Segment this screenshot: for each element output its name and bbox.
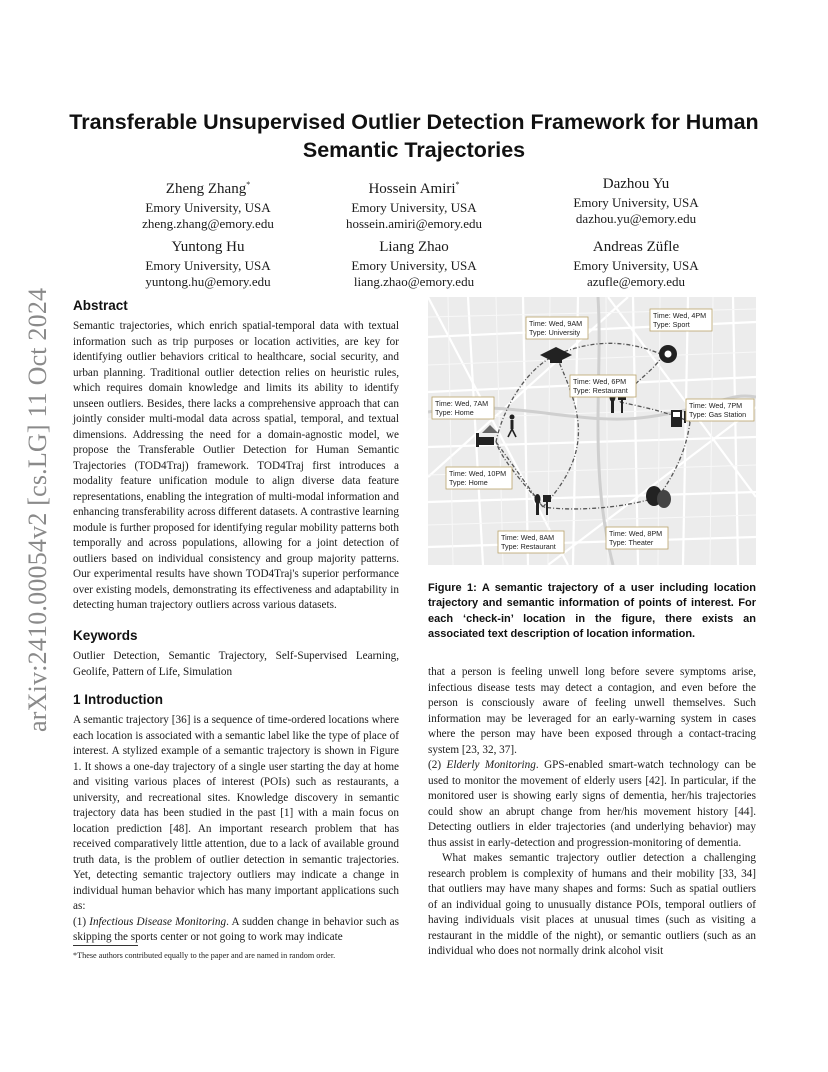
- intro-list-item: (2) Elderly Monitoring. GPS-enabled smart-watch technology can be used to monitor the movement of elderly users [42]. In particular, if the monitored user is showing early signs of dementia, her/his trajectories could show an abrupt change from her/his movement history [44]. Detecting outliers in elder trajectories (and underlying behavior) may thus assist in early-detection and progression-monitoring of dementia.: [428, 759, 756, 849]
- svg-text:Type: Sport: Type: Sport: [653, 320, 690, 329]
- svg-text:Time: Wed, 10PM: Time: Wed, 10PM: [449, 469, 507, 478]
- author-affiliation: Emory University, USA: [351, 258, 477, 273]
- author-affiliation: Emory University, USA: [351, 200, 477, 215]
- author-block: [299, 175, 529, 232]
- author-affiliation: Emory University, USA: [145, 200, 271, 215]
- author-name: Andreas Züfle: [592, 239, 680, 255]
- abstract-text: Semantic trajectories, which enrich spatial-temporal data with textual information such as trip purposes or location activities, are key for identifying outlier behaviors critical to healthcare, social security, and urban planning. Traditional outlier detection relies on heuristic rules, which requires domain knowledge and limits its ability to identify unseen outliers. Besides, there lacks a comprehensive approach that can jointly consider multi-modal data across spatial, temporal, and textual dimensions. Addressing the need for a domain-agnostic model, we propose the Transferable Outlier Detection for Human Semantic Trajectories (TOD4Traj) framework. TOD4Traj first introduces a modality feature unification module to align diverse data feature representations, enabling the integration of multi-modal information and enhancing transferability across different datasets. A contrastive learning module is further proposed for identifying regular mobility patterns both temporally and across populations, allowing for a joint detection of outliers based on individual consistency and group majority patterns. Our experimental results have shown TOD4Traj's superior performance over existing models, demonstrating its effectiveness and adaptability in detecting human trajectory outliers across various datasets.: [73, 320, 399, 611]
- poi-label-box: [526, 317, 588, 339]
- author-block: [93, 175, 323, 232]
- poi-label-box: [498, 531, 564, 553]
- trajectory-map: [428, 297, 756, 565]
- author-block: [299, 238, 529, 290]
- svg-text:Type: Home: Type: Home: [435, 408, 474, 417]
- svg-text:Type: Restaurant: Type: Restaurant: [573, 386, 628, 395]
- poi-label-box: [686, 399, 754, 421]
- keywords-text: Outlier Detection, Semantic Trajectory, Self-Supervised Learning, Geolife, Pattern of Life, Simulation: [73, 650, 399, 678]
- svg-text:Time: Wed, 6PM: Time: Wed, 6PM: [573, 377, 627, 386]
- svg-text:Type: University: Type: University: [529, 328, 581, 337]
- author-name: Zheng Zhang*: [165, 180, 251, 197]
- svg-text:Time: Wed, 4PM: Time: Wed, 4PM: [653, 311, 707, 320]
- arxiv-identifier[interactable]: arXiv:2410.00054v2 [cs.LG] 11 Oct 2024: [23, 287, 52, 732]
- intro-list-item: (1) Infectious Disease Monitoring. A sudden change in behavior such as skipping the sports center or not going to work may indicate: [73, 915, 399, 943]
- introduction-text: [73, 713, 399, 946]
- author-block: [93, 238, 323, 290]
- author-email[interactable]: zheng.zhang@emory.edu: [142, 216, 274, 231]
- poi-label-box: [432, 397, 494, 419]
- poi-label-box: [446, 467, 512, 489]
- author-affiliation: Emory University, USA: [573, 258, 699, 273]
- author-block: [521, 238, 751, 290]
- introduction-text-continued: [428, 665, 756, 960]
- poi-label-box: [570, 375, 636, 397]
- author-email[interactable]: azufle@emory.edu: [586, 274, 686, 289]
- svg-text:Time: Wed, 9AM: Time: Wed, 9AM: [529, 319, 583, 328]
- poi-label-box: [606, 527, 668, 549]
- figure-caption: Figure 1: A semantic trajectory of a user including location trajectory and semantic information of points of interest. For each ‘check-in’ location in the figure, there exists an associated text description of location information.: [428, 582, 756, 640]
- author-affiliation: Emory University, USA: [573, 195, 699, 210]
- author-block: [521, 175, 751, 227]
- author-name: Yuntong Hu: [171, 239, 245, 255]
- intro-paragraph: that a person is feeling unwell long before severe symptoms arise, infectious disease tests may detect a contagion, and even before the person is consciously aware of feeling unwell themselves. Such information may be leveraged for an early-warning system in cases where the person may have been exposed through a contact-tracing system [23, 32, 37].: [428, 666, 756, 756]
- svg-text:Time: Wed, 8AM: Time: Wed, 8AM: [501, 533, 555, 542]
- author-name: Hossein Amiri*: [368, 180, 460, 197]
- author-name: Dazhou Yu: [602, 176, 670, 192]
- keywords-heading: Keywords: [73, 628, 138, 643]
- footnote-rule: [73, 945, 138, 946]
- svg-text:Type: Home: Type: Home: [449, 478, 488, 487]
- svg-text:Time: Wed, 7AM: Time: Wed, 7AM: [435, 399, 489, 408]
- author-email[interactable]: dazhou.yu@emory.edu: [575, 211, 697, 226]
- author-email[interactable]: hossein.amiri@emory.edu: [345, 216, 483, 231]
- author-name: Liang Zhao: [379, 239, 449, 255]
- svg-text:Type: Gas Station: Type: Gas Station: [689, 410, 747, 419]
- abstract-heading: Abstract: [73, 298, 128, 313]
- svg-text:Time: Wed, 8PM: Time: Wed, 8PM: [609, 529, 663, 538]
- svg-text:Time: Wed, 7PM: Time: Wed, 7PM: [689, 401, 743, 410]
- author-email[interactable]: liang.zhao@emory.edu: [353, 274, 475, 289]
- svg-text:Type: Theater: Type: Theater: [609, 538, 654, 547]
- intro-paragraph: A semantic trajectory [36] is a sequence of time-ordered locations where each location is associated with a semantic label like the type of place of interest. A stylized example of a semantic trajectory is shown in Figure 1. It shows a one-day trajectory of a single user starting the day at home and visiting various places of interest (POIs) such as restaurants, a university, and recreational sites. Knowledge discovery in semantic trajectory data has been studied in the past [1] with a main focus on location prediction [48]. An important research problem that has received comparatively little attention, due to a lack of available ground truth data, is the problem of outlier detection in semantic trajectories. Yet, detecting semantic trajectory outliers may indicate a change in individual human behavior which has many important applications such as:: [73, 714, 399, 912]
- intro-paragraph: What makes semantic trajectory outlier detection a challenging research problem is complexity of humans and their mobility [33, 34] that outliers may have many shapes and forms: Such as spatial outliers of an individual going to unusually distance POIs, temporal outliers of having individuals visit places at unusual times (such as visiting a restaurant in the middle of the night), or semantic outliers (such as an individual who does not normally drink alcohol visit: [428, 852, 756, 957]
- svg-text:Type: Restaurant: Type: Restaurant: [501, 542, 556, 551]
- author-email[interactable]: yuntong.hu@emory.edu: [145, 274, 271, 289]
- paper-title: Transferable Unsupervised Outlier Detection Framework for Human Semantic Trajectories: [69, 110, 759, 162]
- author-affiliation: Emory University, USA: [145, 258, 271, 273]
- footnote: *These authors contributed equally to the paper and are named in random order.: [73, 951, 336, 960]
- figure-map: [428, 297, 756, 565]
- soccer-ball-icon: [659, 345, 677, 363]
- introduction-heading: 1 Introduction: [73, 692, 163, 707]
- poi-label-box: [650, 309, 712, 331]
